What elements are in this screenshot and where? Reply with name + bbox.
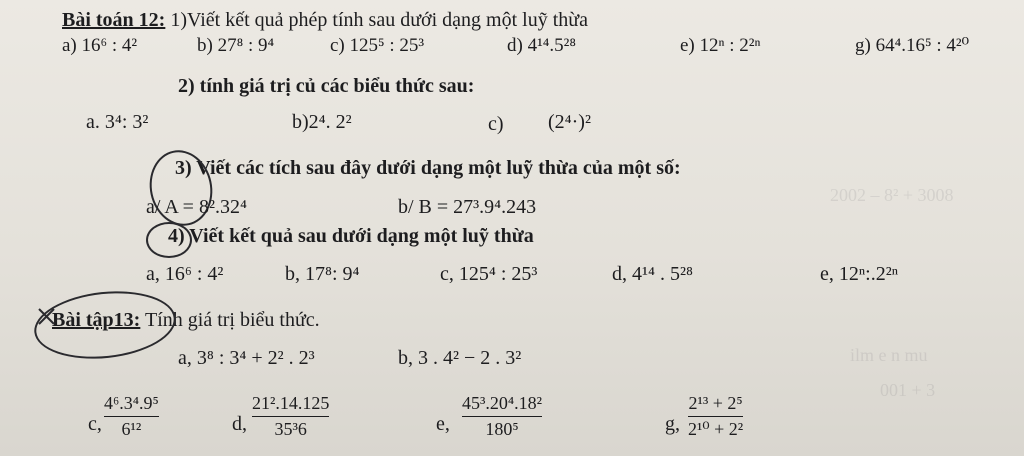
p12-part2-c-label: c) <box>488 113 504 135</box>
fraction-bar <box>688 416 743 417</box>
ex13-g-denominator: 2¹⁰ + 2² <box>688 419 744 439</box>
p12-item-e: e) 12ⁿ : 2²ⁿ <box>680 35 761 56</box>
ex13-g-numerator: 2¹³ + 2⁵ <box>688 393 743 413</box>
bleed-through-mark: ilm e n mu <box>850 345 928 365</box>
pen-mark-icon <box>36 306 58 328</box>
p12-part3: 3) Viết các tích sau đây dưới dạng một luỹ thừa của một số: <box>175 157 681 179</box>
exercise-13-title: Bài tập13: <box>52 309 141 331</box>
p12-part2-a: a. 3⁴: 3² <box>86 111 149 133</box>
ex13-d-denominator: 35³6 <box>274 419 307 439</box>
p12-part4-e: e, 12ⁿ:.2²ⁿ <box>820 263 899 285</box>
p12-part2-b: b)2⁴. 2² <box>292 111 352 133</box>
fraction-bar <box>104 416 159 417</box>
p12-item-a: a) 16⁶ : 4² <box>62 35 138 56</box>
p12-part2: 2) tính giá trị củ các biểu thức sau: <box>178 75 475 97</box>
p12-part3-a: a/ A = 8².32⁴ <box>146 196 247 218</box>
ex13-g-fraction <box>688 392 743 440</box>
ex13-item-b: b, 3 . 4² − 2 . 3² <box>398 347 522 369</box>
problem-12-part1: 1)Viết kết quả phép tính sau dưới dạng một luỹ thừa <box>170 9 588 31</box>
p12-item-c: c) 125⁵ : 25³ <box>330 35 425 56</box>
ex13-c-numerator: 4⁶.3⁴.9⁵ <box>104 393 159 413</box>
bleed-through-mark: 2002 – 8² + 3008 <box>830 185 954 205</box>
p12-part4-c: c, 125⁴ : 25³ <box>440 263 538 285</box>
p12-item-g: g) 64⁴.16⁵ : 4²⁰ <box>855 35 970 56</box>
ex13-item-a: a, 3⁸ : 3⁴ + 2² . 2³ <box>178 347 315 369</box>
ex13-g-label: g, <box>665 413 680 435</box>
bleed-through-mark: 001 + 3 <box>880 380 936 400</box>
p12-part4: 4) Viết kết quả sau dưới dạng một luỹ thừa <box>168 225 534 247</box>
ex13-c-denominator: 6¹² <box>121 419 142 439</box>
p12-part4-d: d, 4¹⁴ . 5²⁸ <box>612 263 693 285</box>
ex13-e-numerator: 45³.20⁴.18² <box>462 393 543 413</box>
problem-12-heading <box>62 8 588 32</box>
p12-part2-c-expr: (2⁴·)² <box>548 111 591 133</box>
ex13-c-fraction <box>104 392 159 440</box>
ex13-d-label: d, <box>232 413 247 435</box>
ex13-e-label: e, <box>436 413 450 435</box>
ex13-c-label: c, <box>88 413 102 435</box>
fraction-bar <box>462 416 542 417</box>
ex13-e-denominator: 180⁵ <box>485 419 519 439</box>
p12-item-b: b) 27⁸ : 9⁴ <box>197 35 275 56</box>
p12-item-d: d) 4¹⁴.5²⁸ <box>507 35 576 56</box>
p12-part3-b: b/ B = 27³.9⁴.243 <box>398 196 537 218</box>
ex13-e-fraction <box>462 392 542 440</box>
ex13-d-numerator: 21².14.125 <box>252 393 330 413</box>
problem-12-title: Bài toán 12: <box>62 9 166 31</box>
exercise-13-text: Tính giá trị biểu thức. <box>144 309 320 331</box>
ex13-d-fraction <box>252 392 329 440</box>
p12-part4-a: a, 16⁶ : 4² <box>146 263 224 285</box>
pen-circle-part4 <box>146 222 192 258</box>
p12-part4-b: b, 17⁸: 9⁴ <box>285 263 360 285</box>
fraction-bar <box>252 416 329 417</box>
